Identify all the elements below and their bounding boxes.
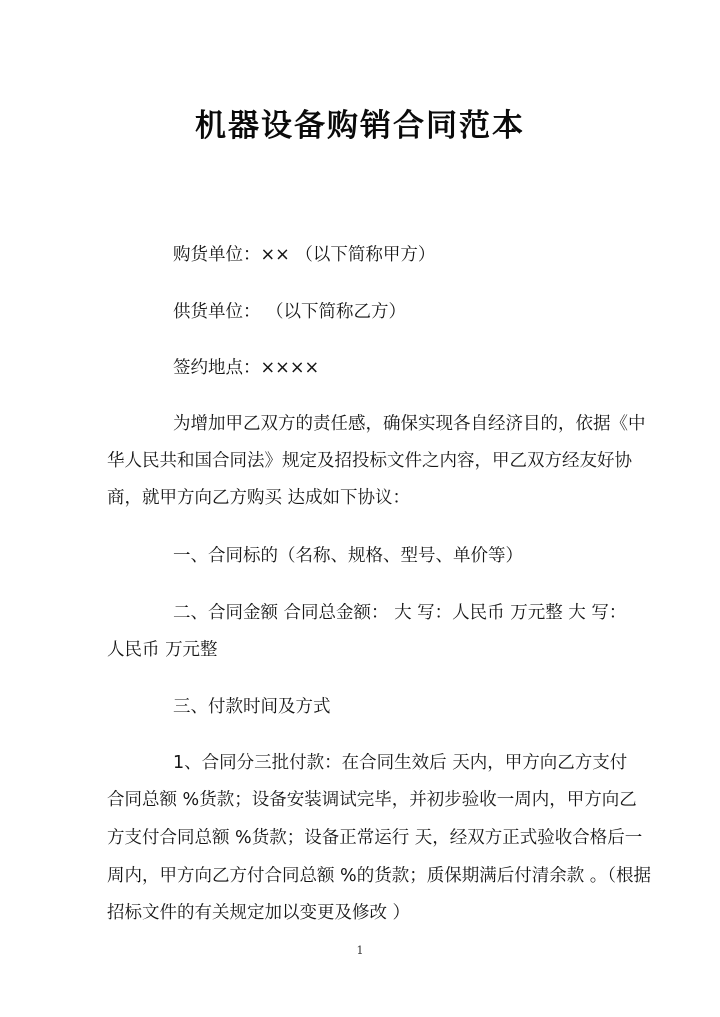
location-line: 签约地点：×××× xyxy=(173,358,320,378)
preamble-line-1: 为增加甲乙双方的责任感，确保实现各自经济目的，依据《中 xyxy=(173,414,646,434)
section-2-line-1: 二、合同金额 合同总金额： 大 写：人民币 万元整 大 写： xyxy=(173,603,627,623)
buyer-line: 购货单位：×× （以下简称甲方） xyxy=(173,245,436,265)
clause-1-line-3: 方支付合同总额 %货款；设备正常运行 天，经双方正式验收合格后一 xyxy=(107,828,643,848)
section-2-line-2: 人民币 万元整 xyxy=(107,640,218,660)
clause-1-line-5: 招标文件的有关规定加以变更及修改 ） xyxy=(107,903,411,923)
page-number: 1 xyxy=(356,944,364,957)
preamble-line-2: 华人民共和国合同法》规定及招投标文件之内容，甲乙双方经友好协 xyxy=(107,451,632,471)
section-3-heading: 三、付款时间及方式 xyxy=(173,697,331,717)
document-title: 机器设备购销合同范本 xyxy=(195,108,525,144)
clause-1-line-1: 1、合同分三批付款：在合同生效后 天内，甲方向乙方支付 xyxy=(173,753,628,773)
clause-1-line-2: 合同总额 %货款；设备安装调试完毕，并初步验收一周内，甲方向乙 xyxy=(107,790,637,810)
preamble-line-3: 商，就甲方向乙方购买 达成如下协议： xyxy=(107,488,411,508)
section-1-heading: 一、合同标的（名称、规格、型号、单价等） xyxy=(173,546,523,566)
clause-1-line-4: 周内，甲方向乙方付合同总额 %的货款；质保期满后付清余款 。（根据 xyxy=(107,866,652,886)
seller-line: 供货单位： （以下简称乙方） xyxy=(173,302,407,322)
